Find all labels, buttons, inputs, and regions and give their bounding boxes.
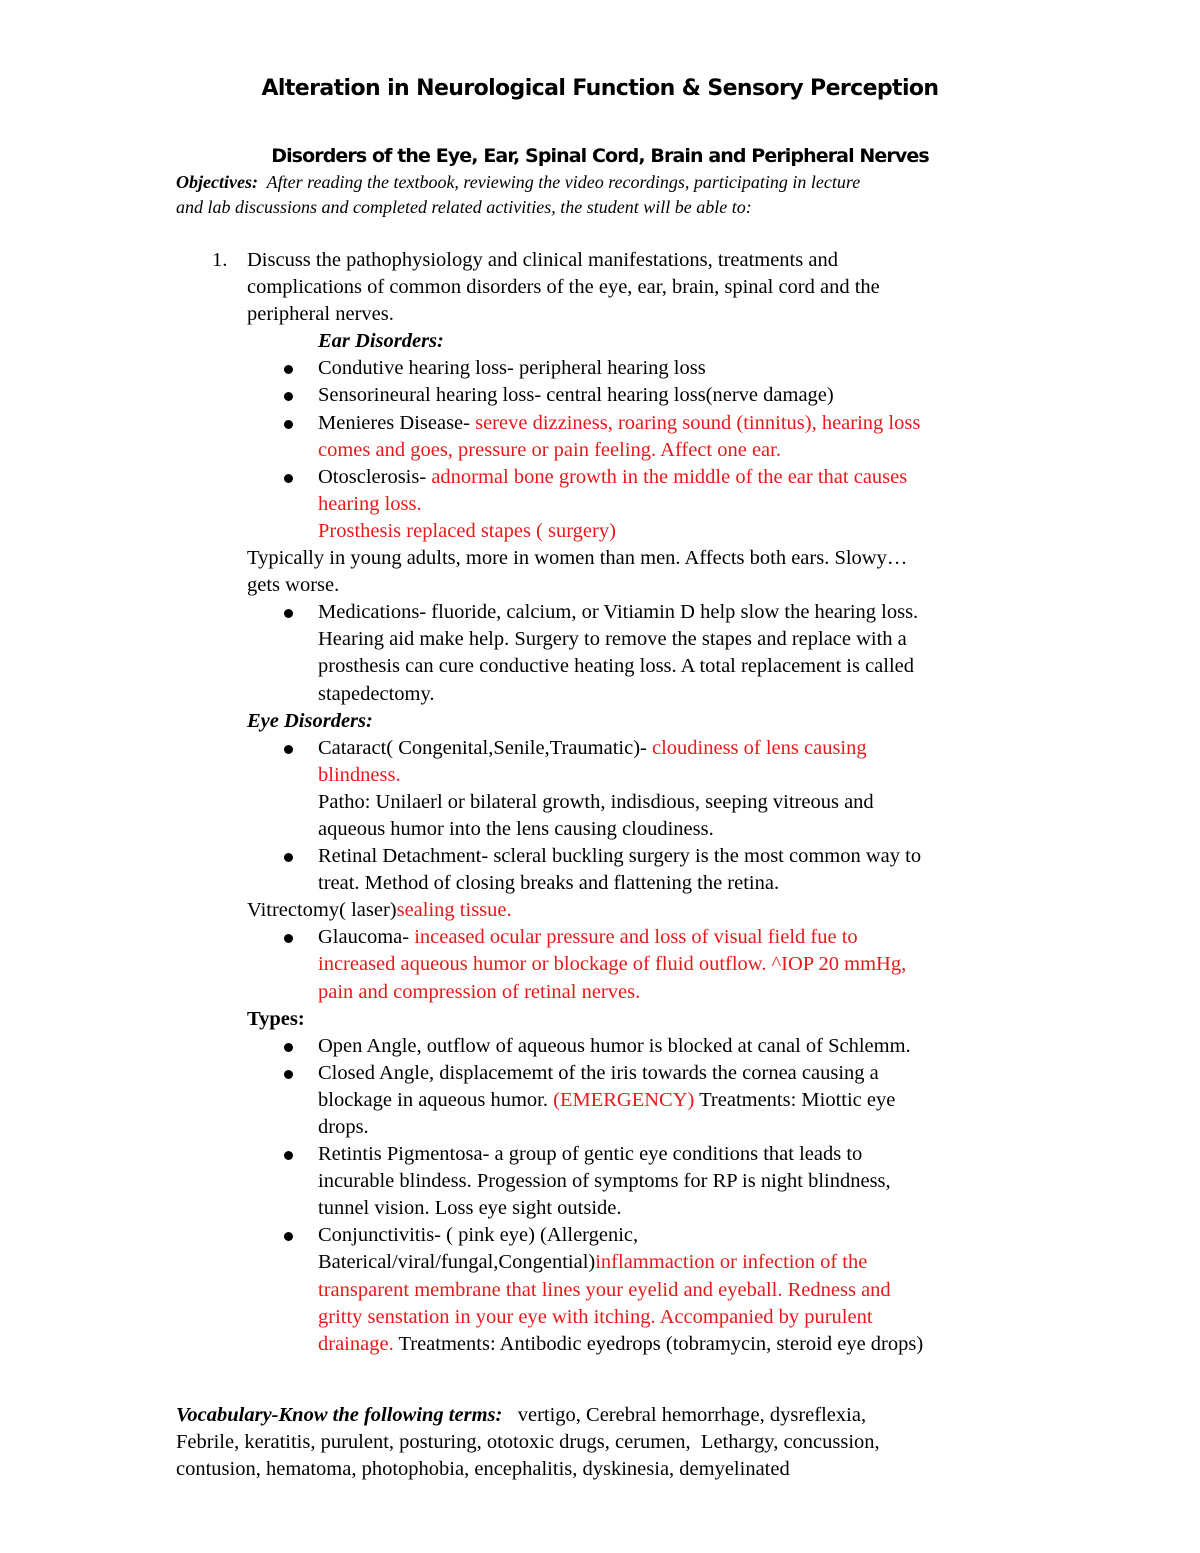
document-title: Alteration in Neurological Function & Sensory Perception	[261, 76, 939, 101]
retinal-line-2: treat. Method of closing breaks and flattening the retina.	[318, 872, 780, 895]
medications-line-4: stapedectomy.	[318, 682, 435, 705]
ear-disorders-heading: Ear Disorders:	[318, 330, 444, 353]
patho-line-2: aqueous humor into the lens causing cloudiness.	[318, 817, 714, 840]
list-item	[0, 843, 1200, 870]
list-item	[0, 924, 1200, 951]
eye-disorders-heading: Eye Disorders:	[247, 709, 373, 732]
typically-line-1: Typically in young adults, more in women than men. Affects both ears. Slowy…	[247, 547, 908, 570]
item1-line-1: Discuss the pathophysiology and clinical manifestations, treatments and	[247, 249, 838, 271]
list-item	[0, 735, 1200, 762]
list-item	[0, 382, 1200, 409]
medications-line-2: Hearing aid make help. Surgery to remove the stapes and replace with a	[318, 628, 907, 651]
conjunctivitis-red-2: inflammaction or infection of the	[595, 1251, 868, 1274]
vocabulary-paragraph	[176, 1402, 1076, 1483]
list-item	[0, 1033, 1200, 1060]
glaucoma-red-1: inceased ocular pressure and loss of visual field fue to	[414, 926, 858, 949]
rp-line-2: incurable blindess. Progession of symptoms for RP is night blindness,	[318, 1170, 891, 1193]
conjunctivitis-red-3: transparent membrane that lines your eyelid and eyeball. Redness and	[318, 1278, 891, 1301]
vocabulary-line-2: Febrile, keratitis, purulent, posturing, ototoxic drugs, cerumen, Lethargy, concussion,	[176, 1431, 880, 1454]
types-heading: Types:	[247, 1007, 305, 1030]
conjunctivitis-red-5: drainage.	[318, 1332, 394, 1355]
menieres-label: Menieres Disease-	[318, 411, 476, 434]
objectives-line-2: and lab discussions and completed related activities, the student will be able to:	[176, 197, 752, 217]
rp-line-3: tunnel vision. Loss eye sight outside.	[318, 1197, 622, 1220]
conjunctivitis-line-1: Conjunctivitis- ( pink eye) (Allergenic,	[318, 1224, 639, 1247]
conjunctivitis-red-4: gritty senstation in your eye with itching. Accompanied by purulent	[318, 1305, 873, 1328]
item1-line-2: complications of common disorders of the eye, ear, brain, spinal cord and the	[247, 276, 880, 299]
patho-line-1: Patho: Unilaerl or bilateral growth, indisdious, seeping vitreous and	[318, 790, 874, 813]
objectives-label: Objectives:	[176, 172, 258, 192]
vocabulary-label: Vocabulary-Know the following terms:	[176, 1404, 503, 1426]
closed-angle-line-3: drops.	[318, 1116, 369, 1138]
otosclerosis-red-1: adnormal bone growth in the middle of the ear that causes	[431, 465, 908, 488]
cataract-red-2: blindness.	[318, 763, 401, 786]
closed-angle-treatment: Treatments: Miottic eye	[694, 1088, 896, 1111]
closed-angle-line-1: Closed Angle, displacememt of the iris towards the cornea causing a	[318, 1061, 879, 1084]
conjunctivitis-line-2: Baterical/viral/fungal,Congential)	[318, 1251, 596, 1274]
emergency-text: (EMERGENCY)	[553, 1088, 695, 1111]
medications-line-1: Medications- fluoride, calcium, or Vitiamin D help slow the hearing loss.	[318, 601, 919, 624]
item1-line-3: peripheral nerves.	[247, 303, 394, 326]
objectives-paragraph	[176, 170, 1026, 220]
menieres-red-1: sereve dizziness, roaring sound (tinnitus), hearing loss	[475, 411, 921, 434]
list-item	[0, 355, 1200, 382]
rp-line-1: Retintis Pigmentosa- a group of gentic eye conditions that leads to	[318, 1143, 863, 1166]
vitrectomy-label: Vitrectomy( laser)	[247, 899, 397, 922]
document-body	[0, 247, 1200, 1358]
sensorineural-text: Sensorineural hearing loss- central hearing loss(nerve damage)	[318, 384, 834, 407]
document-subtitle: Disorders of the Eye, Ear, Spinal Cord, Brain and Peripheral Nerves	[271, 145, 929, 167]
list-item	[0, 1060, 1200, 1087]
open-angle-text: Open Angle, outflow of aqueous humor is blocked at canal of Schlemm.	[318, 1034, 911, 1057]
list-item	[0, 1141, 1200, 1168]
cataract-label: Cataract( Congenital,Senile,Traumatic)-	[318, 736, 652, 759]
objectives-line-1: After reading the textbook, reviewing the video recordings, participating in lecture	[266, 172, 861, 192]
glaucoma-red-2: increased aqueous humor or blockage of fluid outflow. ^IOP 20 mmHg,	[318, 953, 907, 976]
list-item	[0, 410, 1200, 437]
list-number: 1.	[212, 249, 228, 271]
retinal-line-1: Retinal Detachment- scleral buckling surgery is the most common way to	[318, 845, 922, 868]
menieres-red-2: comes and goes, pressure or pain feeling. Affect one ear.	[318, 438, 781, 461]
list-item	[0, 1222, 1200, 1249]
otosclerosis-red-3: Prosthesis replaced stapes ( surgery)	[318, 519, 616, 542]
list-item	[0, 599, 1200, 626]
glaucoma-red-3: pain and compression of retinal nerves.	[318, 980, 641, 1003]
typically-line-2: gets worse.	[247, 574, 340, 597]
cataract-red-1: cloudiness of lens causing	[651, 736, 867, 759]
vitrectomy-red: sealing tissue.	[396, 899, 512, 922]
closed-angle-line-2: blockage in aqueous humor.	[318, 1088, 554, 1111]
vocabulary-line-3: contusion, hematoma, photophobia, encephalitis, dyskinesia, demyelinated	[176, 1458, 790, 1481]
medications-line-3: prosthesis can cure conductive heating loss. A total replacement is called	[318, 655, 915, 678]
vocabulary-line-1: vertigo, Cerebral hemorrhage, dysreflexia,	[502, 1404, 867, 1426]
otosclerosis-label: Otosclerosis-	[318, 465, 432, 488]
list-item	[0, 464, 1200, 491]
conductive-text: Condutive hearing loss- peripheral hearing loss	[318, 357, 706, 380]
otosclerosis-red-2: hearing loss.	[318, 492, 422, 515]
glaucoma-label: Glaucoma-	[318, 926, 415, 949]
conjunctivitis-treatment: Treatments: Antibodic eyedrops (tobramycin, steroid eye drops)	[393, 1332, 924, 1355]
